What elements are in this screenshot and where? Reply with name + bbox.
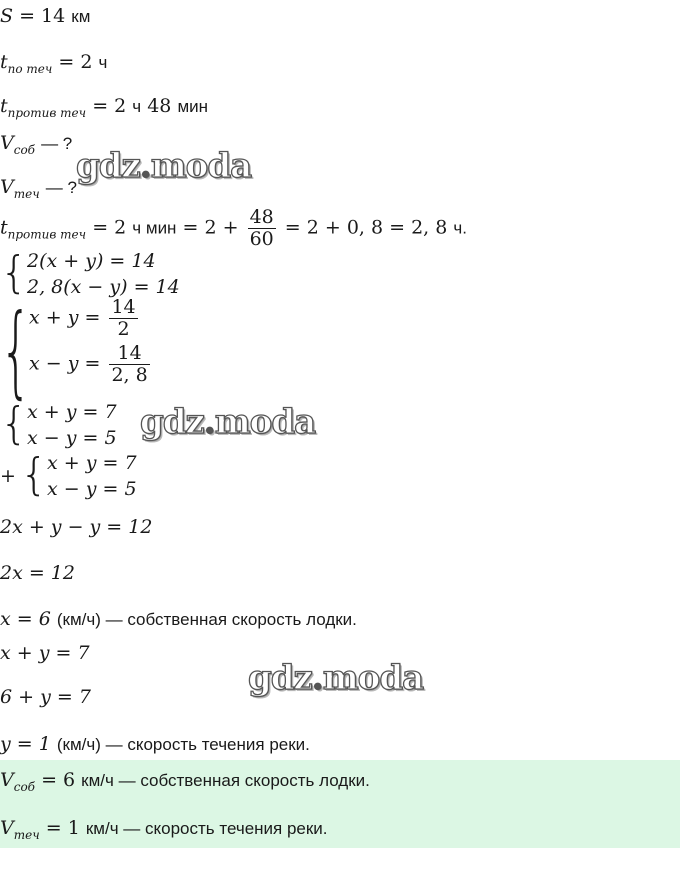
watermark-part: moda [150, 146, 252, 186]
time-conversion [0, 207, 467, 250]
step-6-math: y = 1 [0, 733, 51, 755]
given-own-speed [0, 134, 72, 156]
answer-value: = 6 [41, 769, 76, 791]
distance-value: = 14 [19, 5, 66, 27]
fraction-numerator: 14 [109, 343, 149, 365]
conversion-eq2: = 2 + [182, 216, 239, 239]
step-5: 6 + y = 7 [0, 686, 91, 708]
step-6 [0, 735, 310, 754]
step-3 [0, 610, 357, 629]
unknown-mark: — ? [41, 134, 73, 153]
fraction-denominator: 2, 8 [111, 363, 148, 386]
speed-subscript: соб [13, 780, 36, 794]
watermark-part: moda [214, 402, 316, 442]
system2-row1 [29, 297, 141, 340]
given-time-downstream [0, 53, 107, 75]
conversion-eq1: = 2 [92, 216, 127, 239]
watermark-part: gdz [76, 146, 140, 186]
watermark-dot: . [139, 146, 151, 186]
system3-row2: x − y = 5 [27, 427, 117, 449]
watermark-logo [248, 658, 423, 698]
answer-own-speed [0, 771, 370, 793]
system1-row2: 2, 8(x − y) = 14 [27, 276, 180, 298]
step-2: 2x = 12 [0, 562, 75, 584]
time-symbol: t [0, 51, 8, 73]
system2-row1-lhs: x + y = [29, 306, 101, 329]
time-subscript: против теч [7, 227, 87, 242]
system-brace: { [20, 449, 48, 500]
system4-row2: x − y = 5 [47, 478, 137, 500]
given-time-upstream [0, 97, 208, 119]
time-unit-hours: ч [132, 97, 142, 116]
speed-subscript: теч [13, 187, 40, 201]
watermark-part: gdz [248, 658, 312, 698]
watermark-logo [76, 146, 251, 186]
plus-sign: + [0, 465, 16, 487]
fraction [248, 207, 276, 250]
time-symbol: t [0, 95, 8, 117]
conversion-eq3: = 2 + 0, 8 = 2, 8 [284, 216, 448, 239]
system4-row1: x + y = 7 [47, 452, 137, 474]
conversion-unit: ч мин [132, 218, 177, 238]
watermark-part: gdz [140, 402, 204, 442]
speed-symbol: V [0, 769, 14, 791]
system1-row1: 2(x + y) = 14 [27, 250, 156, 272]
speed-subscript: соб [13, 143, 36, 157]
time-value-minutes: 48 [147, 95, 172, 117]
answer-text: км/ч — скорость течения реки. [85, 819, 328, 838]
time-value-hours: = 2 [92, 95, 127, 117]
step-1: 2x + y − y = 12 [0, 516, 153, 538]
speed-subscript: теч [13, 828, 40, 842]
fraction-denominator: 60 [249, 227, 274, 250]
fraction-numerator: 14 [111, 296, 136, 318]
system-brace: { [0, 398, 28, 449]
time-value: = 2 [58, 51, 93, 73]
fraction [109, 297, 137, 340]
given-distance [0, 7, 90, 26]
time-subscript: по теч [7, 62, 53, 76]
step-4: x + y = 7 [0, 642, 90, 664]
watermark-logo [140, 402, 315, 442]
time-unit: ч [98, 53, 108, 72]
fraction-denominator: 2 [117, 317, 130, 340]
watermark-part: moda [322, 658, 424, 698]
unknown-mark: — ? [45, 178, 77, 197]
distance-unit: км [71, 7, 91, 26]
speed-symbol: V [0, 817, 14, 839]
answer-text: км/ч — собственная скорость лодки. [81, 771, 370, 790]
step-6-text: (км/ч) — скорость течения реки. [56, 735, 310, 754]
system-brace: { [0, 292, 32, 409]
watermark-dot: . [203, 402, 215, 442]
distance-symbol: S [0, 5, 14, 27]
system3-row1: x + y = 7 [27, 401, 117, 423]
system-brace: { [0, 247, 28, 298]
step-3-math: x = 6 [0, 608, 51, 630]
answer-value: = 1 [45, 817, 80, 839]
fraction-numerator: 48 [249, 206, 274, 228]
given-current-speed [0, 178, 77, 200]
fraction [109, 343, 149, 386]
system2-row2-lhs: x − y = [29, 352, 101, 375]
speed-symbol: V [0, 132, 14, 154]
speed-symbol: V [0, 176, 14, 198]
conversion-unit-end: ч. [453, 218, 467, 238]
time-subscript: против теч [7, 106, 87, 120]
watermark-dot: . [311, 658, 323, 698]
time-unit-minutes: мин [177, 97, 209, 116]
answer-current-speed [0, 819, 328, 841]
system2-row2 [29, 343, 153, 386]
time-symbol: t [0, 216, 8, 239]
step-3-text: (км/ч) — собственная скорость лодки. [56, 610, 357, 629]
